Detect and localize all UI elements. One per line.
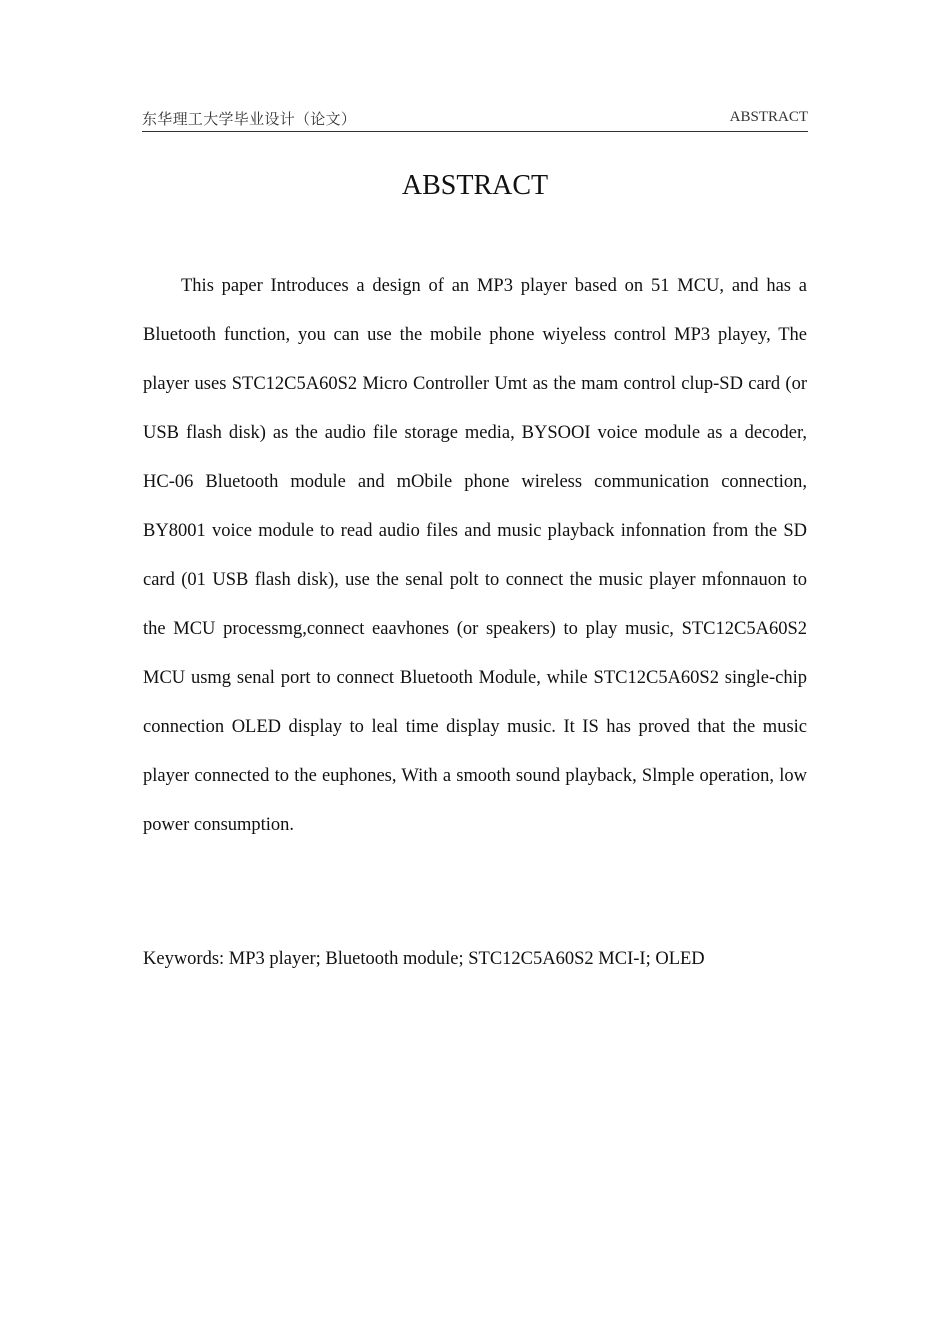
abstract-paragraph: This paper Introduces a design of an MP3 player based on 51 MCU, and has a Bluetooth function, you can use the mobile phone wiyeless control MP3 playey, The player uses STC12C5A60S2 Micro Controller Umt as the mam control clup-SD card (or USB flash disk) as the audio file storage media, BYSOOI voice module as a decoder, HC-06 Bluetooth module and mObile phone wireless communication connection, BY8001 voice module to read audio files and music playback infonnation from the SD card (01 USB flash disk), use the senal polt to connect the music player mfonnauon to the MCU processmg,connect eaavhones (or speakers) to play music, STC12C5A60S2 MCU usmg senal port to connect Bluetooth Module, while STC12C5A60S2 single-chip connection OLED display to leal time display music. It IS has proved that the music player connected to the euphones, With a smooth sound playback, Slmple operation, low power consumption. [143,276,807,835]
page-title: ABSTRACT [401,170,549,201]
header-section-name: ABSTRACT [729,109,808,125]
keywords-line: Keywords: MP3 player; Bluetooth module; STC12C5A60S2 MCI-I; OLED [143,949,705,969]
header-thesis-title: 东华理工大学毕业设计（论文） [142,110,357,128]
page-header [142,106,808,132]
